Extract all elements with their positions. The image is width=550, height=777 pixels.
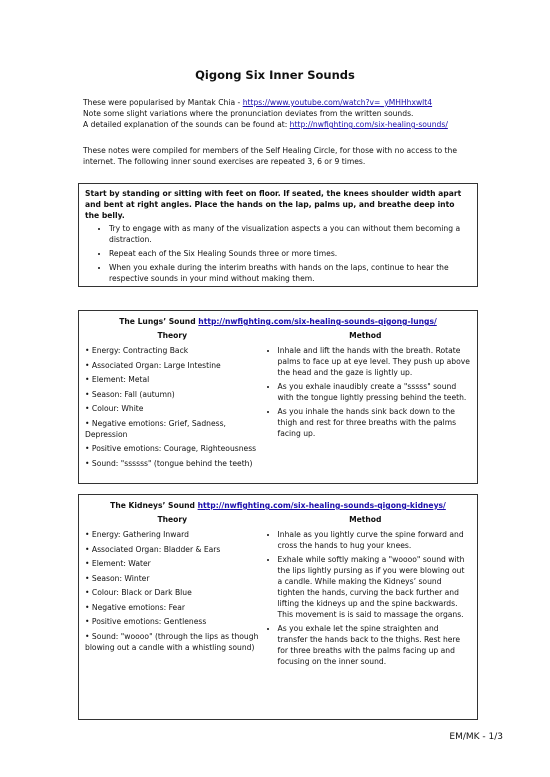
- theory-item: • Associated Organ: Bladder & Ears: [85, 544, 221, 554]
- theory-item: • Colour: Black or Dark Blue: [85, 588, 192, 597]
- theory-item: • Positive emotions: Gentleness: [85, 617, 207, 626]
- page-title: Qigong Six Inner Sounds: [195, 68, 355, 82]
- intro-line-1: [83, 97, 483, 108]
- method-item: • As you exhale inaudibly create a "sssss" sound with the tongue lightly pressing behind the teeth.: [278, 381, 471, 403]
- theory-item: • Negative emotions: Grief, Sadness, Depression: [85, 418, 226, 439]
- lungs-theory-header: Theory: [157, 331, 188, 340]
- theory-item: • Associated Organ: Large Intestine: [85, 360, 221, 370]
- intro-line-2: Note some slight variations where the pronunciation deviates from the written sounds.: [83, 109, 414, 118]
- lungs-theory-column: [85, 326, 260, 472]
- start-bullet-list: [85, 223, 471, 284]
- method-item: • Exhale while softly making a "woooo" sound with the lips lightly pursing as if you were blowing out a candle. While making the Kidneys’ sound tighten the hands, curving the back further and lifting the kidneys up and the spine backwards. This movement is is said to massage the organs.: [278, 554, 471, 620]
- start-instructions-box: [78, 183, 478, 287]
- theory-item: • Sound: "woooo" (through the lips as though blowing out a candle with a whistling sound): [85, 631, 259, 652]
- method-item: • As you inhale the hands sink back down to the thigh and rest for three breaths with the palms facing up.: [278, 406, 471, 439]
- lungs-method-header: Method: [349, 331, 382, 340]
- youtube-link[interactable]: https://www.youtube.com/watch?v=_yMHHhxwlt4: [242, 98, 433, 107]
- theory-item: • Negative emotions: Fear: [85, 602, 185, 612]
- kidneys-link[interactable]: http://nwfighting.com/six-healing-sounds-qigong-kidneys/: [197, 501, 446, 510]
- kidneys-method-list: [260, 529, 471, 667]
- intro-block: [83, 97, 483, 130]
- theory-item: • Element: Metal: [85, 375, 150, 384]
- intro-notes: [83, 145, 483, 167]
- method-item: • As you exhale let the spine straighten and transfer the hands back to the thighs. Rest here for three breaths with the palms facing up and focusing on the inner sound.: [278, 623, 471, 667]
- lungs-method-column: [260, 326, 471, 472]
- intro-line-5: internet. The following inner sound exercises are repeated 3, 6 or 9 times.: [83, 157, 366, 166]
- start-bullet: • When you exhale during the interim breaths with hands on the laps, continue to hear the respective sounds in your mind without making them.: [109, 262, 471, 284]
- theory-item: • Season: Fall (autumn): [85, 389, 175, 399]
- kidneys-method-column: [260, 510, 471, 670]
- method-item: • Inhale as you lightly curve the spine forward and cross the hands to hug your knees.: [278, 529, 471, 551]
- theory-item: • Energy: Contracting Back: [85, 346, 189, 355]
- lungs-heading: [79, 317, 477, 326]
- intro-line-1-text: These were popularised by Mantak Chia -: [83, 98, 243, 107]
- start-instructions-text: Start by standing or sitting with feet on floor. If seated, the knees shoulder width apart and bent at right angles. Place the hands on the lap, palms up, and breathe deep into the belly.: [85, 189, 462, 220]
- theory-item: • Season: Winter: [85, 573, 150, 583]
- lungs-columns: [79, 326, 477, 472]
- theory-item: • Element: Water: [85, 559, 151, 568]
- kidneys-theory-header: Theory: [157, 515, 188, 524]
- lungs-link[interactable]: http://nwfighting.com/six-healing-sounds-qigong-lungs/: [198, 317, 437, 326]
- kidneys-theory-column: [85, 510, 260, 670]
- start-bullet: • Try to engage with as many of the visualization aspects a you can without them becoming a distraction.: [109, 223, 471, 245]
- method-item: • Inhale and lift the hands with the breath. Rotate palms to face up at eye level. They push up above the head and the gaze is lightly up.: [278, 345, 471, 378]
- kidneys-heading: [79, 501, 477, 510]
- theory-item: • Positive emotions: Courage, Righteousness: [85, 444, 257, 453]
- intro-line-4: These notes were compiled for members of the Self Healing Circle, for those with no access to the: [83, 146, 458, 155]
- theory-item: • Energy: Gathering Inward: [85, 530, 189, 539]
- intro-line-3: [83, 119, 483, 130]
- theory-item: • Colour: White: [85, 404, 144, 413]
- healing-sounds-link[interactable]: http://nwfighting.com/six-healing-sounds/: [289, 120, 448, 129]
- theory-item: • Sound: "ssssss" (tongue behind the teeth): [85, 458, 253, 468]
- kidneys-method-header: Method: [349, 515, 382, 524]
- intro-line-3-text: A detailed explanation of the sounds can be found at:: [83, 120, 290, 129]
- lungs-heading-text: The Lungs’ Sound: [119, 317, 199, 326]
- start-bullet: • Repeat each of the Six Healing Sounds three or more times.: [109, 248, 471, 259]
- page-footer: EM/MK - 1/3: [449, 732, 503, 742]
- lungs-method-list: [260, 345, 471, 439]
- kidneys-heading-text: The Kidneys’ Sound: [110, 501, 198, 510]
- lungs-section: [78, 310, 478, 484]
- kidneys-columns: [79, 510, 477, 670]
- kidneys-section: [78, 494, 478, 720]
